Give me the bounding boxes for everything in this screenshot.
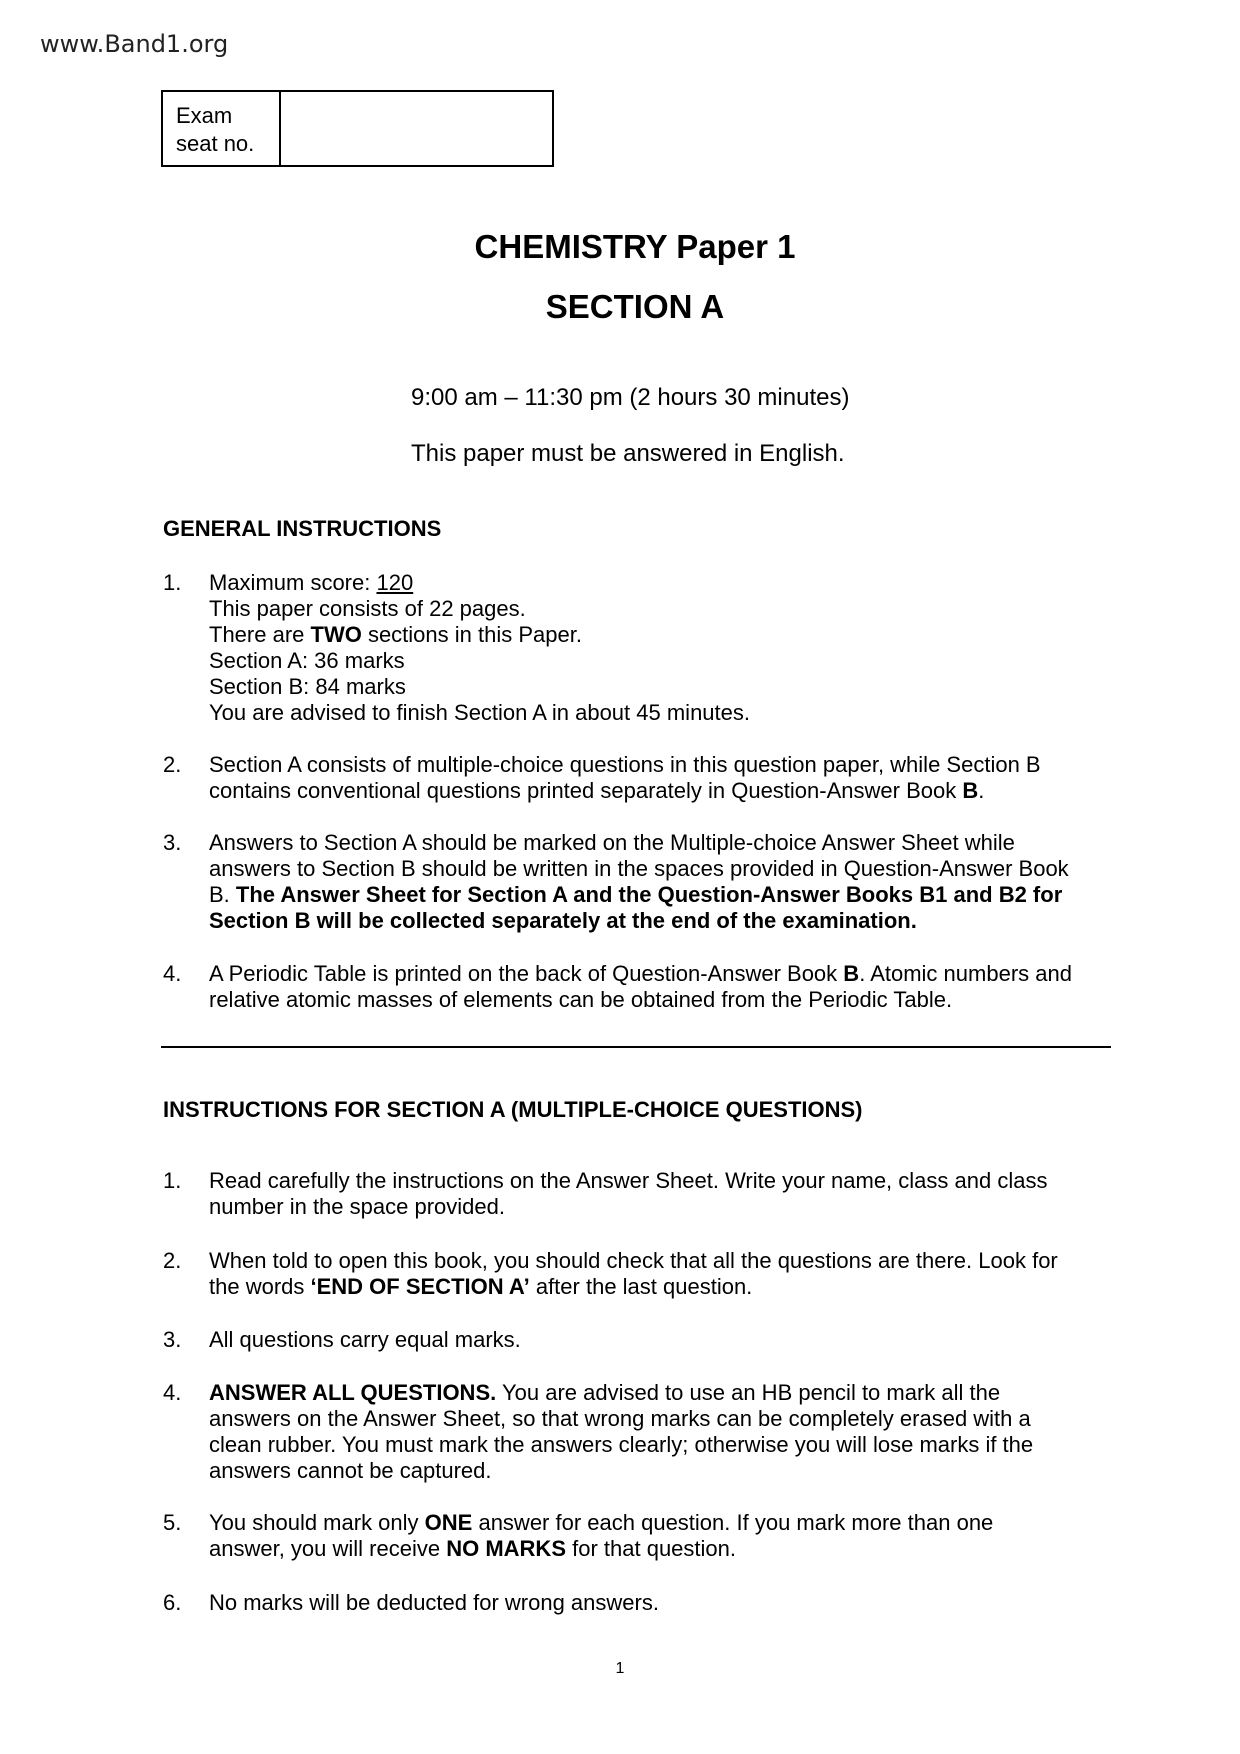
section-a-instruction-4: 4. ANSWER ALL QUESTIONS. You are advised to use an HB pencil to mark all the answers on the Answer Sheet, so that wrong marks can be completely erased with a clean rubber. You must mark the answers clearly; otherwise you will lose marks if the answers cannot be captured. [163,1380,1034,1483]
item-number: 2. [163,752,182,777]
exam-time: 9:00 am – 11:30 pm (2 hours 30 minutes) [411,384,850,411]
item-number: 4. [163,961,182,986]
item-number: 4. [163,1380,182,1405]
language-note: This paper must be answered in English. [411,440,845,467]
item-number: 3. [163,1327,182,1352]
item-number: 6. [163,1590,182,1615]
max-score-value: 120 [376,570,414,595]
general-instruction-2: 2. Section A consists of multiple-choice questions in this question paper, while Section B contains conventional questions printed separately in Question-Answer Book B. [163,752,1041,803]
section-a-instruction-2: 2. When told to open this book, you should check that all the questions are there. Look for the words ‘END OF SECTION A’ after the last question. [163,1248,1058,1299]
general-instruction-1: 1. Maximum score: 120 This paper consists of 22 pages. There are TWO sections in this Paper. Section A: 36 marks Section B: 84 marks You are advised to finish Section A in about 45 minutes. [163,570,750,725]
item-number: 1. [163,570,182,595]
general-instructions-heading: GENERAL INSTRUCTIONS [163,516,442,541]
paper-title: CHEMISTRY Paper 1 [474,228,796,265]
section-a-instruction-6: 6. No marks will be deducted for wrong answers. [163,1590,659,1615]
section-a-instruction-5: 5. You should mark only ONE answer for each question. If you mark more than one answer, you will receive NO MARKS for that question. [163,1510,994,1561]
general-instruction-3: 3. Answers to Section A should be marked on the Multiple-choice Answer Sheet while answers to Section B should be written in the spaces provided in Question-Answer Book B. The Answer Sheet for Section A and the Question-Answer Books B1 and B2 for Section B will be collected separately at the end of the examination. [163,830,1069,933]
exam-seat-label: Exam seat no. [163,92,281,165]
section-a-instructions-heading: INSTRUCTIONS FOR SECTION A (MULTIPLE-CHOICE QUESTIONS) [163,1097,863,1122]
item-number: 1. [163,1168,182,1193]
exam-seat-box [161,90,554,167]
item-number: 5. [163,1510,182,1535]
item-number: 2. [163,1248,182,1273]
page-number: 1 [615,1660,625,1677]
section-a-instruction-3: 3. All questions carry equal marks. [163,1327,521,1352]
section-divider [161,1046,1111,1048]
general-instruction-4: 4. A Periodic Table is printed on the back of Question-Answer Book B. Atomic numbers and relative atomic masses of elements can be obtained from the Periodic Table. [163,961,1072,1012]
watermark-url: www.Band1.org [40,30,229,58]
section-title: SECTION A [545,288,725,325]
exam-seat-number-field[interactable] [281,92,552,165]
item-number: 3. [163,830,182,855]
section-a-instruction-1: 1. Read carefully the instructions on the Answer Sheet. Write your name, class and class number in the space provided. [163,1168,1048,1219]
